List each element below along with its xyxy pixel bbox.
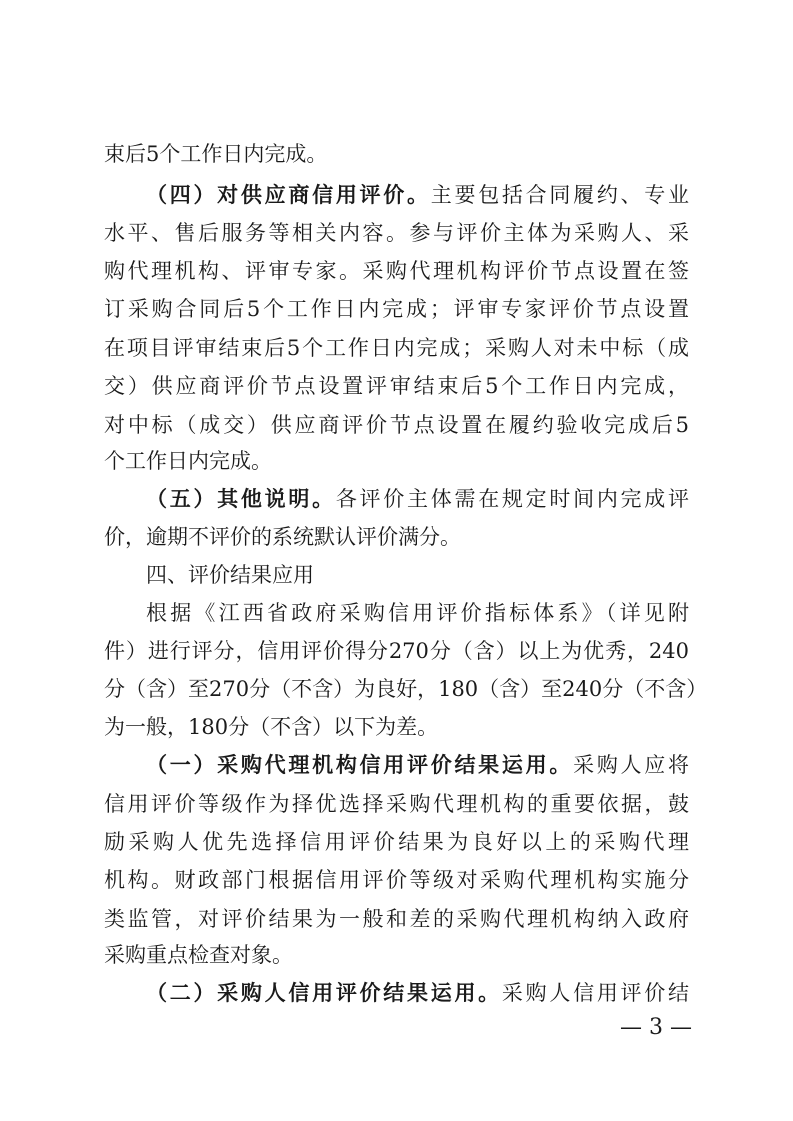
section-heading: （一）采购代理机构信用评价结果运用。	[146, 752, 574, 777]
paragraph-line: 件）进行评分，信用评价得分270分（含）以上为优秀，240	[104, 639, 689, 663]
section-heading: （五）其他说明。	[146, 486, 336, 511]
paragraph-line: （一）采购代理机构信用评价结果运用。采购人应将	[146, 752, 690, 777]
paragraph-line: 购代理机构、评审专家。采购代理机构评价节点设置在签	[104, 259, 689, 283]
paragraph-line: 为一般，180分（不含）以下为差。	[104, 715, 439, 739]
paragraph-line: （二）采购人信用评价结果运用。采购人信用评价结	[146, 980, 690, 1005]
section-heading: （四）对供应商信用评价。	[146, 182, 431, 207]
paragraph-line: 对中标（成交）供应商评价节点设置在履约验收完成后5	[104, 413, 689, 437]
paragraph-line: （四）对供应商信用评价。主要包括合同履约、专业	[146, 182, 690, 207]
paragraph-line: 水平、售后服务等相关内容。参与评价主体为采购人、采	[104, 221, 689, 245]
paragraph-line: 励采购人优先选择信用评价结果为良好以上的采购代理	[104, 830, 689, 854]
paragraph-line: 交）供应商评价节点设置评审结束后5个工作日内完成，	[104, 374, 689, 398]
section-heading: （二）采购人信用评价结果运用。	[146, 980, 502, 1005]
paragraph-line: 订采购合同后5个工作日内完成；评审专家评价节点设置	[104, 297, 689, 321]
paragraph-line: 类监管，对评价结果为一般和差的采购代理机构纳入政府	[104, 907, 689, 931]
paragraph-line: 个工作日内完成。	[104, 449, 272, 473]
paragraph-line: 分（含）至270分（不含）为良好，180（含）至240分（不含）	[104, 677, 708, 701]
paragraph-line: 价，逾期不评价的系统默认评价满分。	[104, 525, 461, 549]
chapter-heading: 四、评价结果应用	[146, 563, 314, 587]
paragraph-line: 根据《江西省政府采购信用评价指标体系》（详见附	[146, 601, 689, 625]
paragraph-line: 采购重点检查对象。	[104, 943, 293, 967]
paragraph-line: （五）其他说明。各评价主体需在规定时间内完成评	[146, 486, 690, 511]
paragraph-line: 信用评价等级作为择优选择采购代理机构的重要依据，鼓	[104, 792, 689, 816]
paragraph-line: 机构。财政部门根据信用评价等级对采购代理机构实施分	[104, 868, 689, 892]
paragraph-line: 在项目评审结束后5个工作日内完成；采购人对未中标（成	[104, 336, 689, 360]
page-number: — 3 —	[620, 1015, 692, 1040]
paragraph-line: 束后5个工作日内完成。	[104, 142, 328, 166]
